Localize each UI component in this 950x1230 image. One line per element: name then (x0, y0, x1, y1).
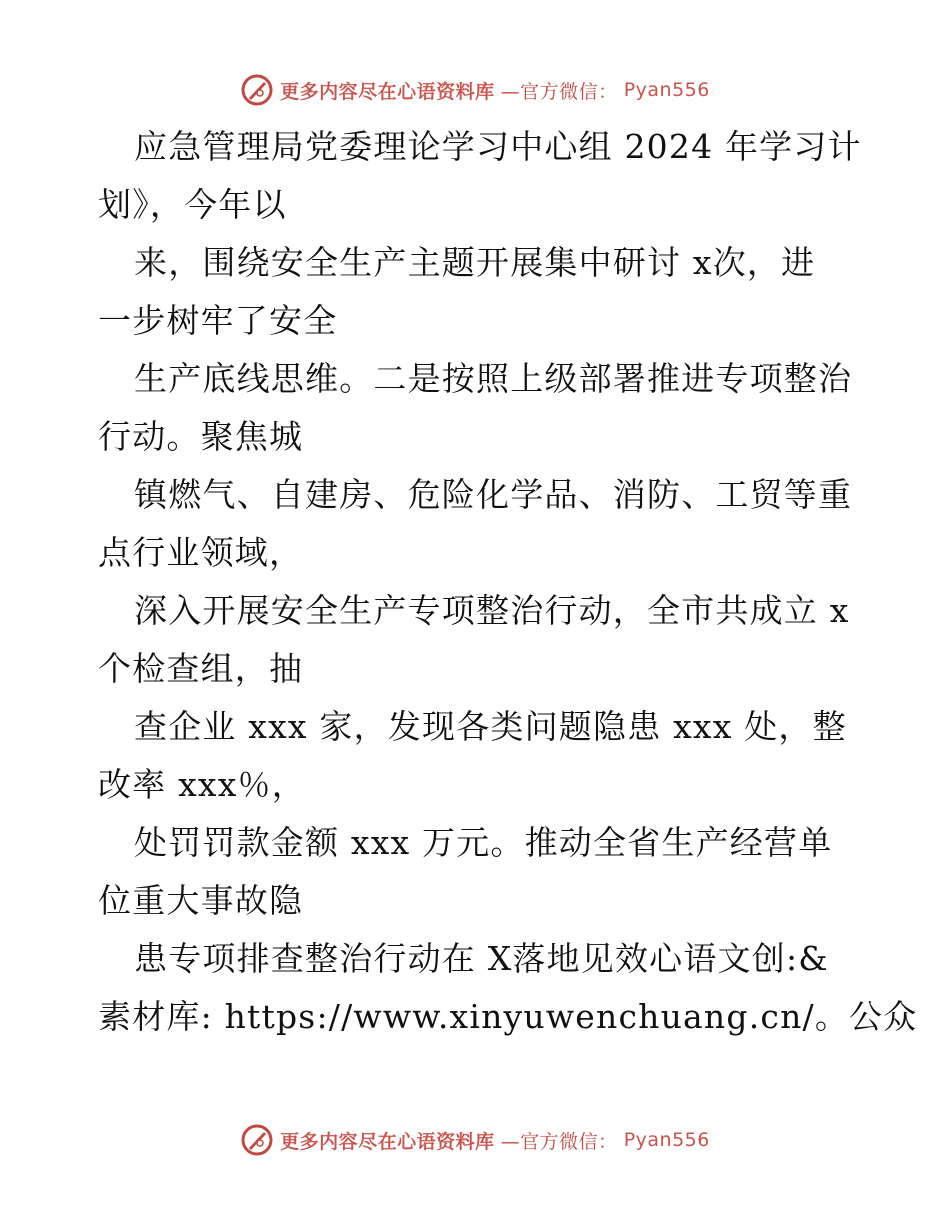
watermark-brand: 更多内容尽在心语资料库 (280, 1130, 495, 1153)
quill-logo-icon (240, 73, 274, 107)
watermark-brand: 更多内容尽在心语资料库 (280, 80, 495, 103)
footer-watermark (0, 1118, 950, 1162)
body-line: 镇燃气、自建房、危险化学品、消防、工贸等重 (134, 475, 853, 514)
watermark-official: —官方微信： (500, 80, 618, 103)
body-line: 素材库: https://www.xinyuwenchuang.cn/。公众 (98, 997, 918, 1036)
watermark-official: —官方微信： (500, 1130, 618, 1153)
body-line: 行动。聚焦城 (98, 417, 304, 456)
body-line: 生产底线思维。二是按照上级部署推进专项整治 (134, 359, 853, 398)
body-line: 划》，今年以 (98, 185, 287, 224)
body-line: 患专项排查整治行动在 X落地见效心语文创:& (134, 939, 829, 978)
header-watermark (0, 68, 950, 112)
body-line: 来，围绕安全生产主题开展集中研讨 x次，进 (134, 243, 816, 282)
body-line: 改率 xxx％， (98, 765, 306, 804)
body-line: 处罚罚款金额 xxx 万元。推动全省生产经营单 (134, 823, 833, 862)
watermark-wechat-id: Pyan556 (623, 1129, 710, 1151)
body-line: 查企业 xxx 家，发现各类问题隐患 xxx 处，整 (134, 707, 847, 746)
watermark-wechat-id: Pyan556 (623, 79, 710, 101)
quill-logo-icon (240, 1123, 274, 1157)
body-line: 应急管理局党委理论学习中心组 2024 年学习计 (134, 127, 862, 166)
body-line: 点行业领域， (98, 533, 304, 572)
body-line: 一步树牢了安全 (98, 301, 338, 340)
document-body (98, 118, 918, 1046)
body-line: 深入开展安全生产专项整治行动，全市共成立 x (134, 591, 850, 630)
body-line: 位重大事故隐 (98, 881, 304, 920)
body-line: 个检查组，抽 (98, 649, 304, 688)
